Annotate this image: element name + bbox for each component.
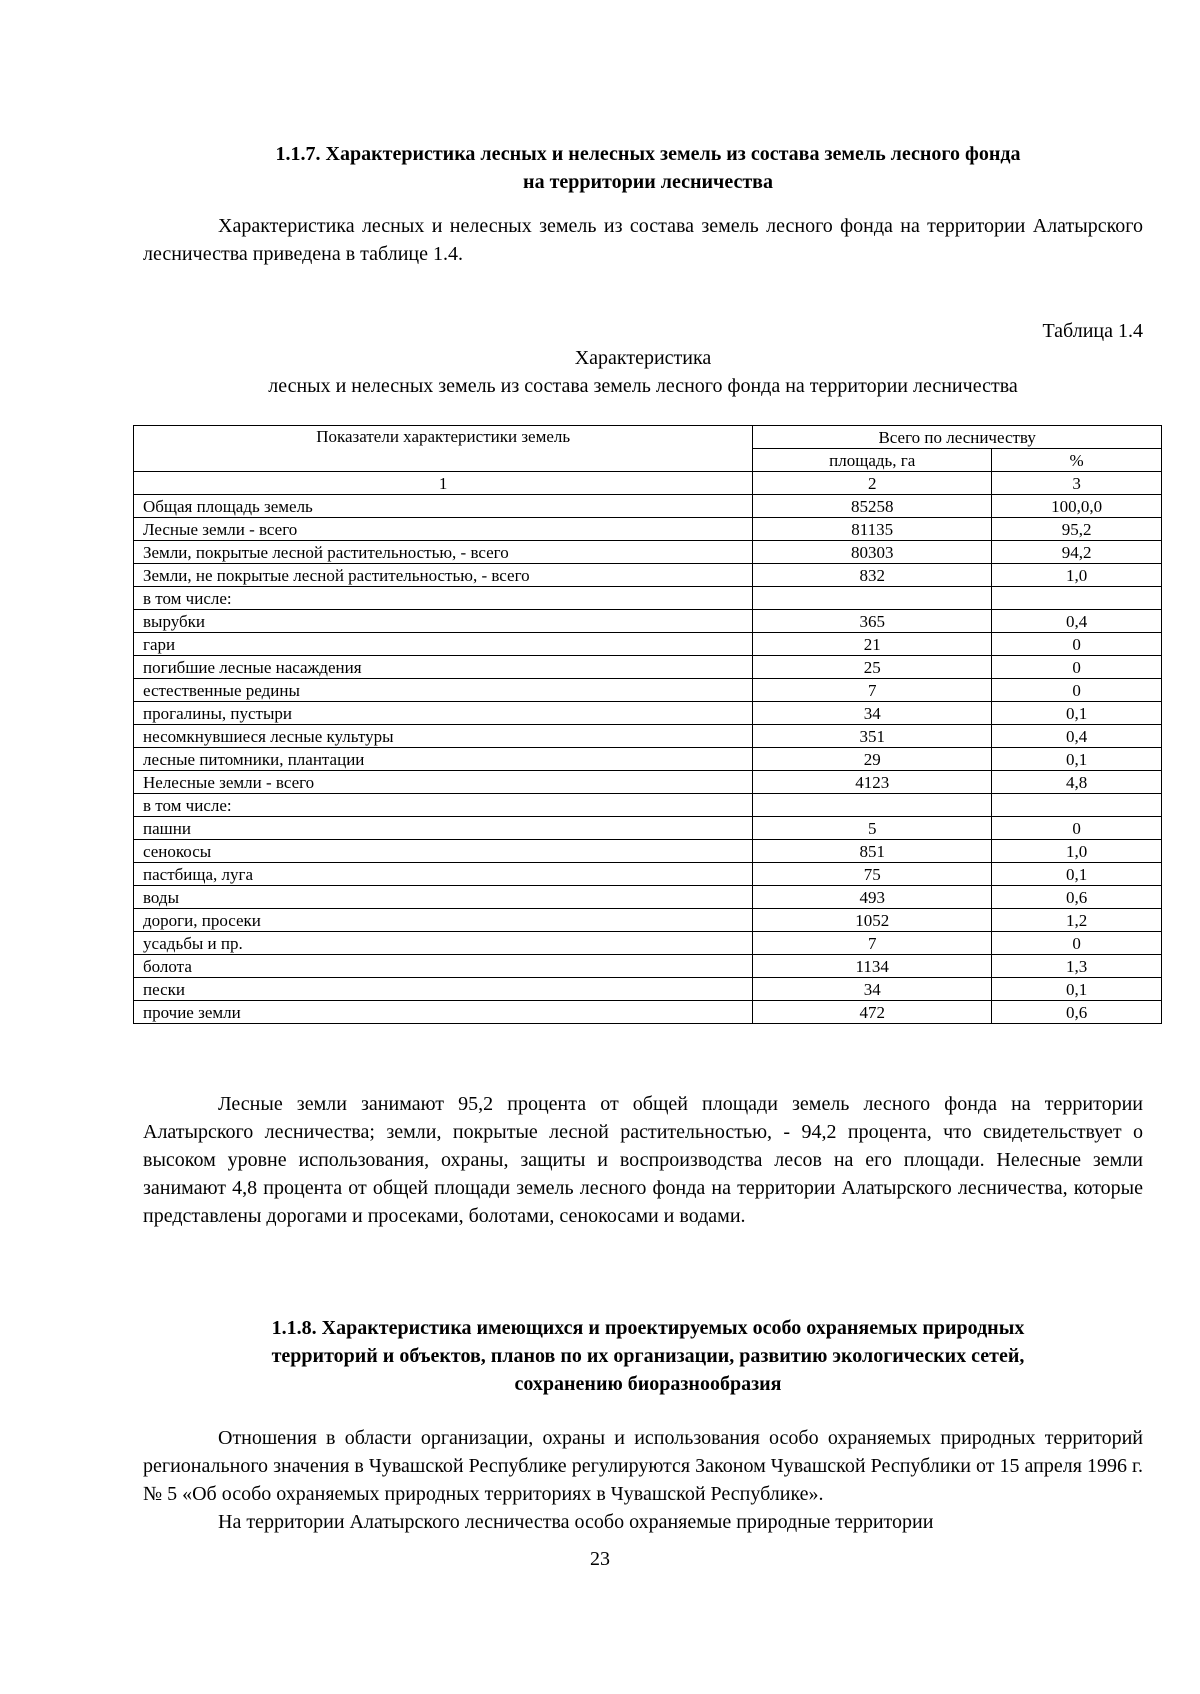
row-percent (992, 587, 1162, 610)
row-percent: 0,4 (992, 725, 1162, 748)
land-characteristics-table (133, 425, 1162, 1024)
row-label: болота (134, 955, 753, 978)
table-row (134, 587, 1162, 610)
row-area (753, 587, 992, 610)
table-label: Таблица 1.4 (1042, 320, 1143, 342)
row-percent: 0 (992, 932, 1162, 955)
table-row (134, 1001, 1162, 1024)
header-indicators: Показатели характеристики земель (134, 426, 753, 472)
row-area: 851 (753, 840, 992, 863)
heading-line: на территории лесничества (523, 171, 773, 193)
table-row (134, 610, 1162, 633)
table-row (134, 863, 1162, 886)
row-area: 5 (753, 817, 992, 840)
table-row (134, 702, 1162, 725)
table-row (134, 840, 1162, 863)
row-percent: 0 (992, 817, 1162, 840)
table-row (134, 564, 1162, 587)
row-label: лесные питомники, плантации (134, 748, 753, 771)
row-percent: 0 (992, 679, 1162, 702)
row-percent: 95,2 (992, 518, 1162, 541)
row-label: пашни (134, 817, 753, 840)
row-area: 25 (753, 656, 992, 679)
row-percent: 4,8 (992, 771, 1162, 794)
caption-line: Характеристика (574, 347, 712, 369)
row-percent: 94,2 (992, 541, 1162, 564)
row-label: дороги, просеки (134, 909, 753, 932)
row-area: 21 (753, 633, 992, 656)
heading-line: территорий и объектов, планов по их организации, развитию экологических сетей, (271, 1345, 1025, 1367)
header-percent: % (992, 449, 1162, 472)
table-body (134, 495, 1162, 1024)
table-row (134, 909, 1162, 932)
header-column-number: 1 (134, 472, 753, 495)
table-row (134, 725, 1162, 748)
oopt-territory-paragraph: На территории Алатырского лесничества особо охраняемые природные территории (218, 1511, 934, 1533)
row-area: 85258 (753, 495, 992, 518)
table-row (134, 955, 1162, 978)
oopt-law-paragraph: Отношения в области организации, охраны и использования особо охраняемых природных территорий регионального значения в Чувашской Республике регулируются Законом Чувашской Республики от 15 апреля 1996 г. № 5 «Об особо охраняемых природных территориях в Чувашской Республике». (143, 1427, 1143, 1505)
row-label: Земли, покрытые лесной растительностью, - всего (134, 541, 753, 564)
row-percent: 0,1 (992, 978, 1162, 1001)
table-row (134, 748, 1162, 771)
table-row (134, 932, 1162, 955)
table-row (134, 633, 1162, 656)
row-label: пески (134, 978, 753, 1001)
row-area: 34 (753, 978, 992, 1001)
row-percent: 0,6 (992, 1001, 1162, 1024)
header-total-by-forestry: Всего по лесничеству (753, 426, 1162, 449)
row-percent: 1,3 (992, 955, 1162, 978)
row-percent (992, 794, 1162, 817)
row-percent: 0 (992, 633, 1162, 656)
row-percent: 100,0,0 (992, 495, 1162, 518)
row-percent: 0,4 (992, 610, 1162, 633)
section-heading-1-1-8 (143, 1314, 1153, 1398)
table-row (134, 495, 1162, 518)
table-row (134, 771, 1162, 794)
table-row (134, 794, 1162, 817)
row-area: 832 (753, 564, 992, 587)
row-percent: 0 (992, 656, 1162, 679)
row-label: естественные редины (134, 679, 753, 702)
table-row (134, 817, 1162, 840)
table-row (134, 656, 1162, 679)
row-area: 29 (753, 748, 992, 771)
row-area: 34 (753, 702, 992, 725)
row-percent: 1,0 (992, 564, 1162, 587)
section-heading-1-1-7 (143, 140, 1153, 196)
row-label: усадьбы и пр. (134, 932, 753, 955)
row-label: воды (134, 886, 753, 909)
table-row (134, 541, 1162, 564)
row-label: Земли, не покрытые лесной растительностью, - всего (134, 564, 753, 587)
table-row (134, 679, 1162, 702)
row-label: сенокосы (134, 840, 753, 863)
header-column-number: 2 (753, 472, 992, 495)
row-area: 81135 (753, 518, 992, 541)
row-percent: 1,0 (992, 840, 1162, 863)
row-percent: 0,1 (992, 748, 1162, 771)
row-area: 7 (753, 679, 992, 702)
header-area: площадь, га (753, 449, 992, 472)
row-area: 493 (753, 886, 992, 909)
intro-paragraph: Характеристика лесных и нелесных земель из состава земель лесного фонда на территории Алатырского лесничества приведена в таблице 1.4. (143, 215, 1143, 265)
row-area: 472 (753, 1001, 992, 1024)
row-area: 7 (753, 932, 992, 955)
page-number: 23 (590, 1548, 610, 1570)
table-caption (143, 344, 1143, 400)
row-area: 80303 (753, 541, 992, 564)
row-percent: 1,2 (992, 909, 1162, 932)
row-percent: 0,1 (992, 863, 1162, 886)
row-percent: 0,1 (992, 702, 1162, 725)
heading-line: 1.1.7. Характеристика лесных и нелесных земель из состава земель лесного фонда (275, 143, 1021, 165)
table-row (134, 886, 1162, 909)
row-area: 4123 (753, 771, 992, 794)
table-row (134, 518, 1162, 541)
row-area: 75 (753, 863, 992, 886)
row-label: в том числе: (134, 587, 753, 610)
row-label: Лесные земли - всего (134, 518, 753, 541)
summary-paragraph: Лесные земли занимают 95,2 процента от общей площади земель лесного фонда на территории Алатырского лесничества; земли, покрытые лесной растительностью, - 94,2 процента, что свидетельствует о высоком уровне использования, охраны, защиты и воспроизводства лесов на его площади. Нелесные земли занимают 4,8 процента от общей площади земель лесного фонда на территории Алатырского лесничества, которые представлены дорогами и просеками, болотами, сенокосами и водами. (143, 1093, 1143, 1227)
row-label: Общая площадь земель (134, 495, 753, 518)
row-label: прогалины, пустыри (134, 702, 753, 725)
header-column-number: 3 (992, 472, 1162, 495)
row-label: прочие земли (134, 1001, 753, 1024)
row-area: 1134 (753, 955, 992, 978)
row-label: гари (134, 633, 753, 656)
row-percent: 0,6 (992, 886, 1162, 909)
row-area: 351 (753, 725, 992, 748)
row-label: в том числе: (134, 794, 753, 817)
row-label: Нелесные земли - всего (134, 771, 753, 794)
row-label: несомкнувшиеся лесные культуры (134, 725, 753, 748)
caption-line: лесных и нелесных земель из состава земель лесного фонда на территории лесничества (268, 375, 1018, 397)
row-label: вырубки (134, 610, 753, 633)
table-row (134, 978, 1162, 1001)
row-label: пастбища, луга (134, 863, 753, 886)
row-area: 1052 (753, 909, 992, 932)
heading-line: сохранению биоразнообразия (514, 1373, 782, 1395)
row-label: погибшие лесные насаждения (134, 656, 753, 679)
row-area: 365 (753, 610, 992, 633)
heading-line: 1.1.8. Характеристика имеющихся и проектируемых особо охраняемых природных (271, 1317, 1025, 1339)
row-area (753, 794, 992, 817)
